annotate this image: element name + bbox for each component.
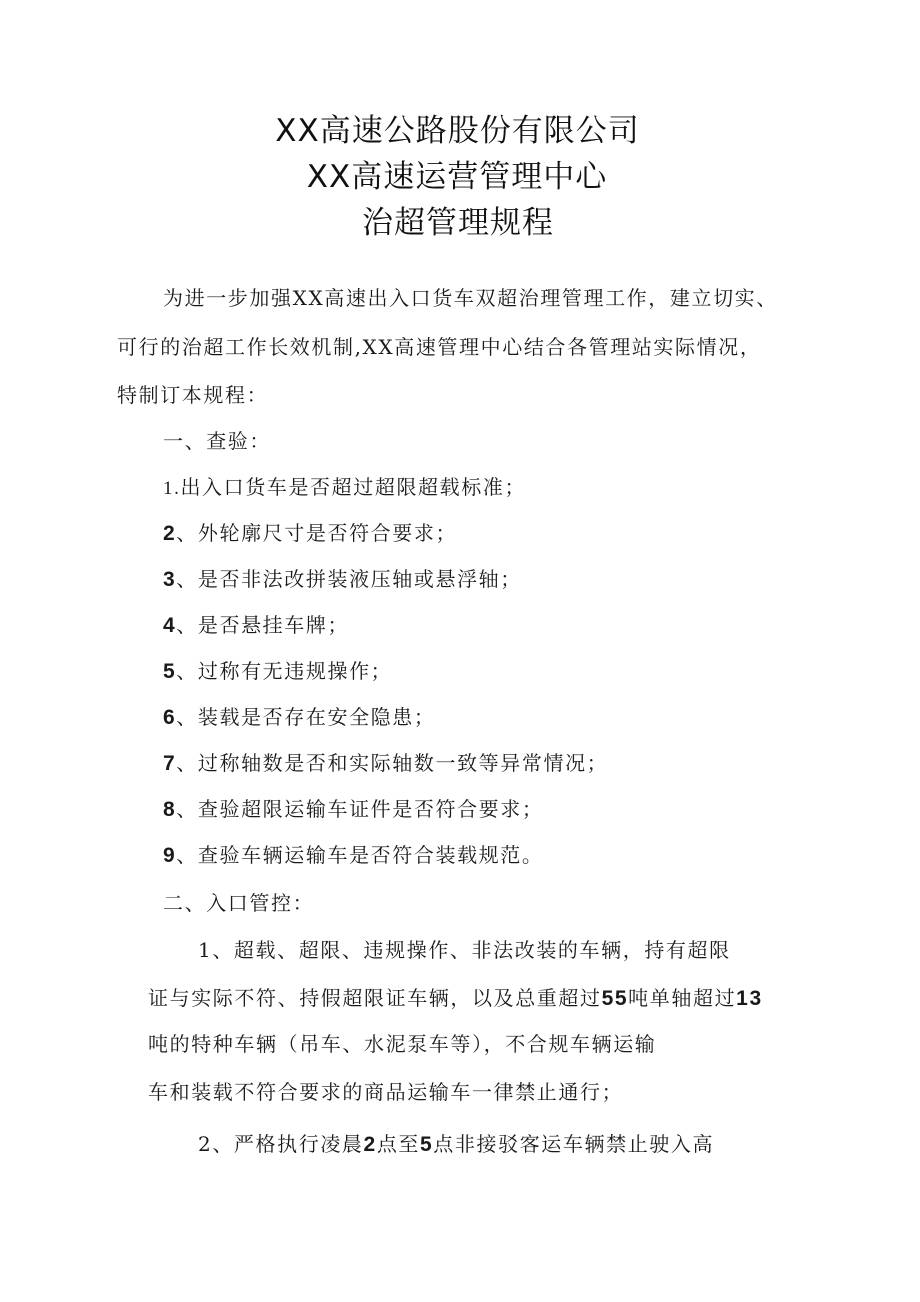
- control-p2-line-1: [198, 1130, 714, 1159]
- item-number: 6: [163, 706, 177, 729]
- text-run: 证与实际不符、持假超限证车辆，以及总重超过: [148, 986, 602, 1010]
- intro-line-1: 为进一步加强XX高速出入口货车双超治理管理工作，建立切实、: [163, 286, 778, 310]
- title-regulation: 治超管理规程: [362, 205, 554, 241]
- control-p1-line-4: 车和装载不符合要求的商品运输车一律禁止通行；: [148, 1080, 624, 1104]
- item-text: 、是否悬挂车牌；: [176, 613, 350, 637]
- text-run: 吨单轴超过: [628, 986, 737, 1010]
- title-center: XX高速运营管理中心: [306, 159, 608, 195]
- check-item-8: [163, 795, 543, 824]
- check-item-1: [163, 473, 526, 503]
- check-item-5: [163, 657, 392, 686]
- check-item-3: [163, 565, 522, 594]
- check-item-4: [163, 611, 349, 640]
- item-text: 、查验车辆运输车是否符合装载规范。: [176, 843, 544, 867]
- item-number: 5: [163, 660, 177, 683]
- section-2-heading: 二、入口管控：: [163, 891, 315, 915]
- item-number: 4: [163, 614, 177, 637]
- item-number: 7: [163, 752, 177, 775]
- item-text: 、查验超限运输车证件是否符合要求；: [176, 797, 544, 821]
- check-item-7: [163, 749, 608, 778]
- item-number: 9: [163, 844, 177, 867]
- item-text: 、外轮廓尺寸是否符合要求；: [176, 521, 458, 545]
- document-title: [0, 108, 920, 246]
- item-text: 、装载是否存在安全隐患；: [176, 705, 436, 729]
- item-number: 3: [163, 568, 177, 591]
- text-run: 2、严格执行凌晨: [198, 1132, 364, 1156]
- intro-line-3: 特制订本规程：: [117, 383, 269, 407]
- check-item-9: [163, 841, 543, 870]
- item-number: 8: [163, 798, 177, 821]
- text-run: 点至: [376, 1132, 421, 1156]
- item-text: 、过称有无违规操作；: [176, 659, 393, 683]
- item-number: 2: [163, 522, 177, 545]
- end-hour: 5: [420, 1133, 434, 1156]
- check-item-6: [163, 703, 435, 732]
- title-company: XX高速公路股份有限公司: [275, 113, 640, 149]
- section-1-heading: 一、查验：: [163, 429, 271, 453]
- item-text: 、过称轴数是否和实际轴数一致等异常情况；: [176, 751, 609, 775]
- check-item-2: [163, 519, 457, 548]
- weight-number: 55: [601, 987, 629, 1010]
- control-p1-line-2: [148, 984, 763, 1013]
- text-run: 点非接驳客运车辆禁止驶入高: [433, 1132, 715, 1156]
- start-hour: 2: [363, 1133, 377, 1156]
- item-number: 1.: [163, 478, 181, 499]
- item-text: 、是否非法改拼装液压轴或悬浮轴；: [176, 567, 522, 591]
- item-text: 出入口货车是否超过超限超载标准；: [180, 475, 527, 499]
- control-p1-line-1: 1、超载、超限、违规操作、非法改装的车辆，持有超限: [198, 938, 731, 962]
- intro-line-2: 可行的治超工作长效机制,XX高速管理中心结合各管理站实际情况，: [117, 335, 762, 359]
- axle-weight-number: 13: [736, 987, 763, 1010]
- control-p1-line-3: 吨的特种车辆（吊车、水泥泵车等），不合规车辆运输: [148, 1032, 657, 1056]
